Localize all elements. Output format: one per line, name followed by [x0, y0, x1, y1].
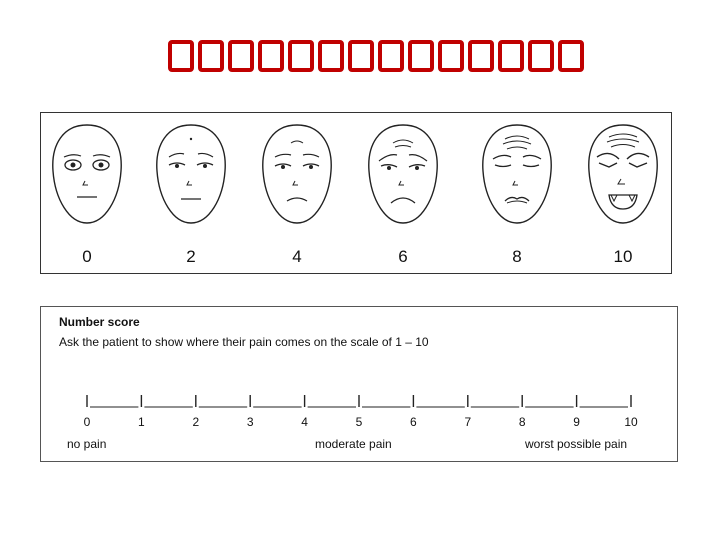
face-moderate-pain-icon [255, 119, 339, 237]
face-cell [149, 119, 233, 273]
scale-tick-label: 10 [624, 415, 638, 429]
slide-title [168, 40, 720, 90]
scale-tick-label: 7 [464, 415, 472, 429]
missing-glyph-box [528, 40, 554, 72]
face-cell [475, 119, 559, 273]
scale-tick-label: 3 [246, 415, 254, 429]
face-cell [45, 119, 129, 273]
face-score-label: 6 [398, 247, 408, 266]
missing-glyph-box [168, 40, 194, 72]
scale-tick-label: 0 [83, 415, 91, 429]
face-severe-pain-icon [361, 119, 445, 237]
face-cell [255, 119, 339, 273]
faces-pain-scale [40, 112, 672, 274]
scale-tick-label: 1 [138, 415, 145, 429]
face-score-label: 10 [613, 247, 633, 266]
number-score-instruction: Ask the patient to show where their pain comes on the scale of 1 – 10 [59, 335, 429, 349]
missing-glyph-box [408, 40, 434, 72]
anchor-label-no-pain: no pain [67, 437, 107, 451]
face-cell [581, 119, 665, 273]
missing-glyph-box [258, 40, 284, 72]
missing-glyph-box [198, 40, 224, 72]
missing-glyph-box [378, 40, 404, 72]
face-no-pain-icon [45, 119, 129, 237]
anchor-label-moderate-pain: moderate pain [315, 437, 392, 451]
face-score-label: 2 [186, 247, 196, 266]
missing-glyph-box [468, 40, 494, 72]
face-score-label: 8 [512, 247, 522, 266]
face-worst-pain-icon [581, 119, 665, 237]
scale-tick-label: 5 [355, 415, 363, 429]
missing-glyph-box [288, 40, 314, 72]
missing-glyph-box [498, 40, 524, 72]
face-cell [361, 119, 445, 273]
face-very-severe-pain-icon [475, 119, 559, 237]
scale-tick-label: 8 [518, 415, 526, 429]
missing-glyph-box [558, 40, 584, 72]
missing-glyph-box [438, 40, 464, 72]
missing-glyph-box [348, 40, 374, 72]
number-score-scale [40, 306, 678, 462]
face-score-label: 4 [292, 247, 302, 266]
face-score-label: 0 [82, 247, 92, 266]
missing-glyph-box [228, 40, 254, 72]
scale-tick-label: 9 [573, 415, 580, 429]
missing-glyph-box [318, 40, 344, 72]
scale-tick-label: 4 [301, 415, 308, 429]
scale-tick-label: 6 [410, 415, 417, 429]
scale-tick-label: 2 [192, 415, 200, 429]
face-mild-pain-icon [149, 119, 233, 237]
number-score-heading: Number score [59, 315, 140, 329]
anchor-label-worst-pain: worst possible pain [525, 437, 628, 451]
